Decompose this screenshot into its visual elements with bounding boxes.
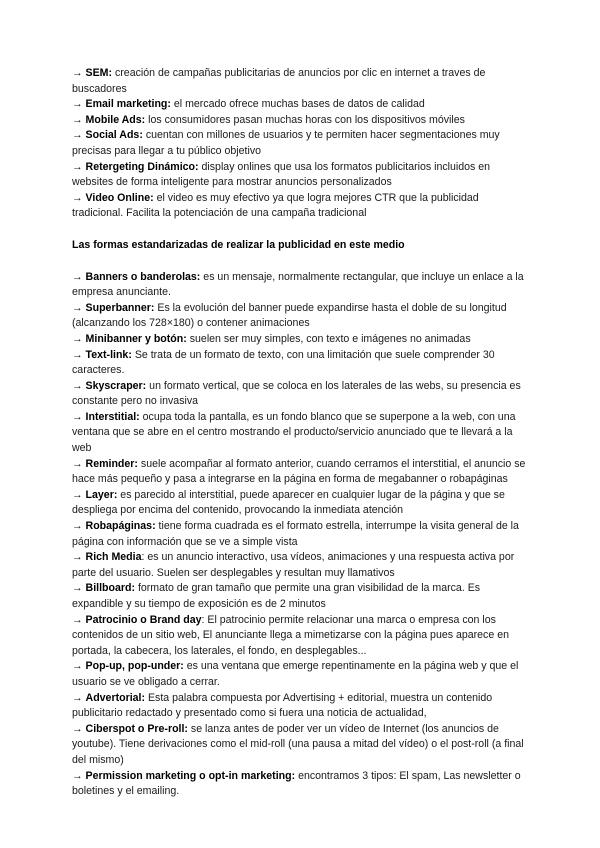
list-item — [72, 379, 528, 410]
item-term: SEM: — [85, 67, 113, 79]
arrow-icon: → — [72, 551, 83, 564]
section-heading: Las formas estandarizadas de realizar la publicidad en este medio — [72, 238, 405, 251]
arrow-icon: → — [72, 691, 83, 704]
item-description: suele acompañar al formato anterior, cuando cerramos el interstitial, el anuncio se hace más pequeño y pasa a integrarse en la página en forma de megabanner o robapáginas — [72, 457, 526, 486]
item-term: Layer: — [85, 488, 118, 501]
arrow-icon: → — [72, 769, 83, 782]
item-description: se lanza antes de poder ver un vídeo de Internet (los anuncios de youtube). Tiene derivaciones como el mid-roll (una pausa a mitad del vídeo) o el post-roll (a final del mismo) — [72, 722, 524, 766]
list-item — [72, 659, 528, 690]
list-item — [72, 691, 528, 722]
list-item — [72, 550, 528, 581]
list-item — [72, 270, 528, 301]
item-description: Se trata de un formato de texto, con una limitación que suele comprender 30 caracteres. — [72, 348, 495, 377]
item-description: es un mensaje, normalmente rectangular, que incluye un enlace a la empresa anunciante. — [72, 270, 524, 299]
item-description: : es un anuncio interactivo, usa vídeos, animaciones y una respuesta activa por parte del usuario. Suelen ser desplegables y resultan muy llamativos — [72, 551, 515, 579]
list-item — [72, 128, 528, 159]
arrow-icon: → — [72, 582, 83, 595]
item-description: formato de gran tamaño que permite una gran visibilidad de la marca. Es expandible y su tiempo de exposición es de 2 minutos — [72, 582, 481, 610]
item-term: Skyscraper: — [85, 379, 147, 392]
list-item — [72, 348, 528, 379]
item-term: Billboard: — [85, 582, 135, 595]
item-description: los consumidores pasan muchas horas con los dispositivos móviles — [148, 113, 465, 126]
arrow-icon: → — [72, 191, 83, 204]
item-description: Es la evolución del banner puede expandirse hasta el doble de su longitud (alcanzando los 728×180) o contener animaciones — [72, 301, 507, 330]
item-description: : El patrocinio permite relacionar una marca o empresa con los contenidos de un sitio web, El anunciante llega a mimetizarse con la página pues aparece en portada, la cabecera, los laterales, el fondo, en desplegables... — [72, 613, 509, 657]
item-term: Mobile Ads: — [85, 113, 146, 126]
item-term: Ciberspot o Pre-roll: — [85, 722, 188, 735]
list-item — [72, 722, 528, 769]
arrow-icon: → — [72, 129, 83, 142]
item-term: Retergeting Dinámico: — [85, 160, 199, 173]
item-description: suelen ser muy simples, con texto e imágenes no animadas — [189, 332, 471, 345]
item-term: Reminder: — [85, 457, 138, 470]
document-page — [72, 66, 528, 800]
standard-formats-list — [72, 270, 528, 800]
item-description: el video es muy efectivo ya que logra mejores CTR que la publicidad tradicional. Facilita la potenciación de una campaña tradicional — [72, 191, 479, 220]
item-description: ocupa toda la pantalla, es un fondo blanco que se superpone a la web, con una ventana que se abre en el centro mostrando el producto/servicio anunciado que te llevará a la web — [72, 410, 516, 455]
item-term: Rich Media — [85, 551, 142, 564]
arrow-icon: → — [72, 613, 83, 626]
arrow-icon: → — [72, 520, 83, 533]
arrow-icon: → — [72, 488, 83, 501]
item-description: es parecido al interstitial, puede aparecer en cualquier lugar de la página y que se despliega por encima del contenido, provocando la inmediata atención — [72, 488, 505, 517]
item-description: un formato vertical, que se coloca en los laterales de las webs, su presencia es constante pero no invasiva — [72, 379, 521, 408]
item-term: Interstitial: — [85, 410, 140, 423]
item-term: Pop-up, pop-under: — [85, 660, 184, 673]
list-item — [72, 769, 528, 800]
list-item — [72, 332, 528, 348]
item-term: Superbanner: — [85, 301, 155, 314]
list-item — [72, 191, 528, 222]
online-advertising-list — [72, 66, 528, 222]
list-item — [72, 410, 528, 457]
list-item — [72, 301, 528, 332]
item-term: Advertorial: — [85, 691, 146, 704]
item-term: Email marketing: — [85, 98, 171, 111]
list-item — [72, 581, 528, 612]
arrow-icon: → — [72, 67, 83, 79]
list-item — [72, 97, 528, 113]
item-description: cuentan con millones de usuarios y te permiten hacer segmentaciones muy precisas para llegar a tu público objetivo — [72, 129, 500, 157]
item-term: Robapáginas: — [85, 520, 156, 533]
item-term: Text-link: — [85, 348, 132, 361]
list-item — [72, 488, 528, 519]
arrow-icon: → — [72, 722, 83, 735]
arrow-icon: → — [72, 457, 83, 470]
arrow-icon: → — [72, 348, 83, 361]
item-description: tiene forma cuadrada es el formato estrella, interrumpe la visita general de la página con información que se ve a simple vista — [72, 520, 519, 548]
item-description: Esta palabra compuesta por Advertising + editorial, muestra un contenido publicitario redactado y presentado como si fuera una noticia de actualidad, — [72, 691, 493, 720]
item-term: Permission marketing o opt-in marketing: — [85, 769, 296, 782]
arrow-icon: → — [72, 301, 83, 314]
list-item — [72, 66, 528, 97]
item-description: display onlines que usa los formatos publicitarios incluidos en websites de forma inteligente para mostrar anuncios personalizados — [72, 160, 491, 189]
item-term: Video Online: — [85, 191, 154, 204]
arrow-icon: → — [72, 270, 83, 283]
arrow-icon: → — [72, 379, 83, 392]
item-term: Minibanner y botón: — [85, 332, 187, 345]
item-description: el mercado ofrece muchas bases de datos de calidad — [173, 98, 425, 111]
arrow-icon: → — [72, 113, 83, 126]
item-term: Social Ads: — [85, 129, 143, 142]
arrow-icon: → — [72, 160, 83, 173]
item-description: creación de campañas publicitarias de anuncios por clic en internet a traves de buscadores — [72, 67, 486, 95]
item-term: Patrocinio o Brand day — [85, 613, 202, 626]
list-item — [72, 160, 528, 191]
arrow-icon: → — [72, 332, 83, 345]
arrow-icon: → — [72, 660, 83, 673]
list-item — [72, 113, 528, 129]
arrow-icon: → — [72, 410, 83, 423]
list-item — [72, 519, 528, 550]
arrow-icon: → — [72, 98, 83, 111]
list-item — [72, 613, 528, 660]
list-item — [72, 457, 528, 488]
item-description: encontramos 3 tipos: El spam, Las newsletter o boletines y el emailing. — [72, 769, 521, 798]
item-description: es una ventana que emerge repentinamente en la página web y que el usuario se ve obligado a cerrar. — [72, 660, 519, 688]
item-term: Banners o banderolas: — [85, 270, 201, 283]
